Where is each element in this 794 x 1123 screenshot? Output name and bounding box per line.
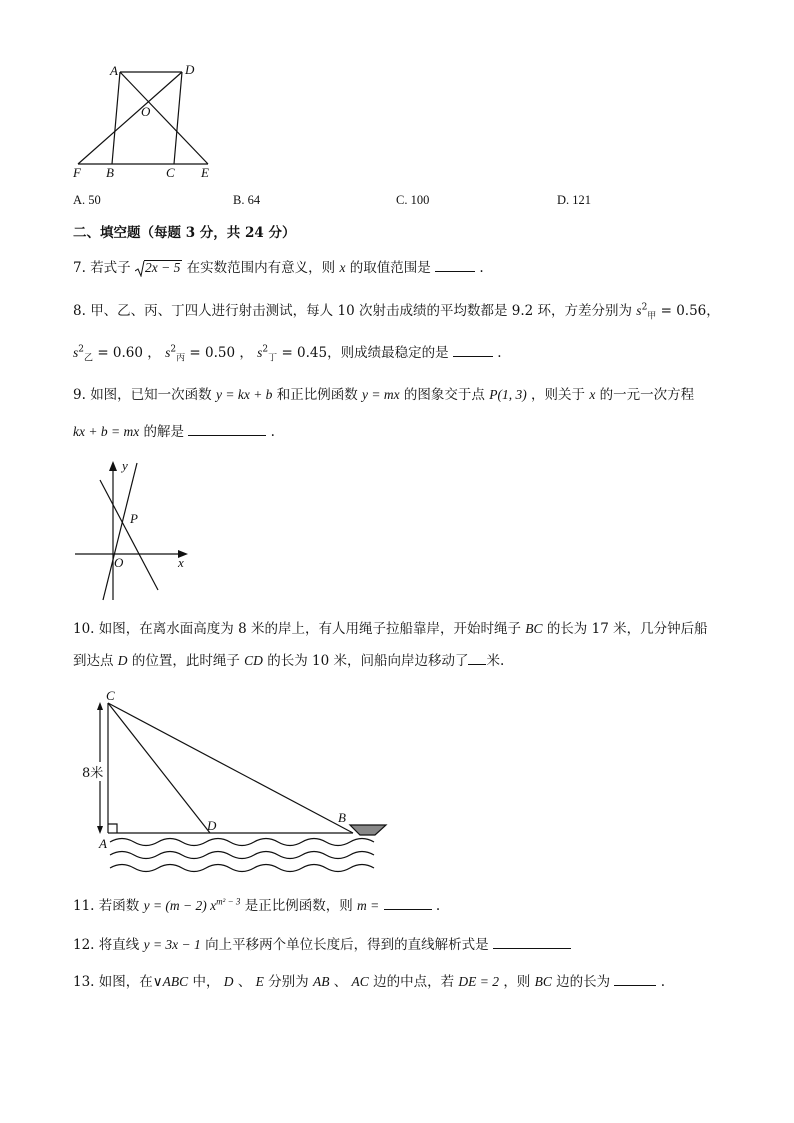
q9-f1: y = kx + b [215,387,273,402]
q7-number: 7. [73,260,86,276]
q10-text-1: 如图，在离水面高度为 8 米的岸上，有人用绳子拉船靠岸，开始时绳子 [98,621,521,637]
q8-text-1: 甲、乙、丙、丁四人进行射击测试，每人 10 次射击成绩的平均数都是 9.2 环，方差分别为 [90,303,632,319]
q11-exponent: m² − 3 [216,896,241,907]
segment-d-to-f [78,72,182,164]
question-7 [73,259,484,277]
q8-sq-bing: 2 [170,344,177,355]
q7-end: . [479,260,484,276]
y-axis-arrow [109,461,117,471]
q9-number: 9. [73,387,86,403]
q8-val-bing: = 0.50 ， [189,345,253,361]
q10-text-5: 的长为 10 米，问船向岸边移动了 [267,653,469,669]
line-y-mx [103,463,137,600]
q10-label-a: A [99,836,107,851]
q9-var: x [589,387,596,402]
q12-text-2: 向上平移两个单位长度后，得到的直线解析式是 [205,937,489,953]
q10-text-4: 的位置，此时绳子 [131,653,240,669]
q13-text-4: 边的中点，若 [373,974,455,990]
segment-af-to-e [120,72,208,164]
q10-d: D [117,653,128,668]
q9-text-4: ，则关于 [531,387,586,403]
q9-figure [70,455,195,605]
wave-2 [110,852,374,859]
q13-sep: 、 [237,974,252,990]
label-c: C [166,165,175,180]
question-10-line-1 [73,620,708,638]
q8-sq-ding: 2 [262,344,269,355]
q6-option-b: B. 64 [233,193,261,207]
q11-answer-blank[interactable] [384,897,432,910]
q13-bc: BC [534,974,552,989]
q9-point: P(1, 3) [489,387,527,402]
q13-answer-blank[interactable] [614,973,656,986]
q11-m: m = [357,898,380,913]
wave-3 [110,865,374,872]
q9-text-5: 的一元一次方程 [599,387,695,403]
height-arrow-top [97,702,103,710]
q9-end: . [270,424,275,440]
q8-s-bing: s [165,345,171,360]
q9-eq: kx + b = mx [73,424,140,439]
q10-label-d: D [207,818,217,833]
question-8-line-2 [73,344,502,362]
q13-e: E [255,974,264,989]
q13-de: DE = 2 [458,974,500,989]
q8-val-ding: = 0.45，则成绩最稳定的是 [281,345,449,361]
q12-function: y = 3x − 1 [143,937,201,952]
q9-label-p: P [130,511,138,526]
q13-d: D [223,974,234,989]
question-8-line-1 [73,302,720,320]
label-a: A [110,63,118,78]
section-title: 二、填空题（每题 3 分，共 24 分） [73,225,296,241]
q6-option-c: C. 100 [396,193,430,207]
q13-text-3: 分别为 [268,974,309,990]
label-o: O [141,104,151,119]
q7-text-1: 若式子 [90,260,131,276]
q11-number: 11. [73,898,95,914]
q13-text-6: 边的长为 [556,974,611,990]
q11-end: . [435,898,441,914]
q11-function: y = (m − 2) x [143,898,217,913]
label-f: F [73,165,81,180]
q6-option-a: A. 50 [73,193,101,207]
q11-text-2: 是正比例函数，则 [244,898,353,914]
q9-label-o: O [114,555,124,570]
q8-sq-jia: 2 [641,302,648,313]
q13-abc: ABC [162,974,189,989]
q9-label-y: y [122,458,128,473]
q12-text-1: 将直线 [98,937,140,953]
q13-ab: AB [312,974,330,989]
q10-number: 10. [73,621,95,637]
q10-text-3: 到达点 [73,653,114,669]
question-9-line-2 [73,423,275,441]
q7-text-3: 的取值范围是 [349,260,431,276]
q7-var: x [339,260,346,275]
q13-text-5: ，则 [503,974,531,990]
q8-answer-blank[interactable] [453,344,493,357]
q7-radicand: 2x − 5 [144,260,181,275]
q13-text-2: 中， [192,974,220,990]
q10-bc: BC [525,621,543,636]
q10-label-c: C [106,688,115,703]
q8-s-yi: s [73,345,79,360]
q9-f2: y = mx [362,387,400,402]
q10-cd: CD [244,653,263,668]
q7-text-2: 在实数范围内有意义，则 [186,260,336,276]
wave-1 [110,839,374,846]
q8-sub-yi: 乙 [84,353,94,364]
q10-height-label: 8米 [82,762,103,781]
q6-option-d: D. 121 [557,193,592,207]
q10-answer-blank[interactable] [468,652,486,665]
q9-text-1: 如图，已知一次函数 [90,387,212,403]
segment-dc [174,72,182,164]
height-arrow-bottom [97,826,103,834]
q8-val-jia: = 0.56， [660,303,720,319]
q13-text-1: 如图，在∨ [98,974,163,990]
q7-radical [135,260,187,276]
q12-number: 12. [73,937,95,953]
q8-s-jia: s [636,303,642,318]
q9-text-2: 和正比例函数 [276,387,358,403]
q10-label-b: B [338,810,346,825]
question-10-line-2 [73,652,504,670]
q13-number: 13. [73,974,95,990]
q7-answer-blank[interactable] [435,259,475,272]
q12-answer-blank[interactable] [493,936,571,949]
q13-ac: AC [351,974,369,989]
boat [350,825,386,835]
q9-label-x: x [178,555,184,570]
q8-end: . [497,345,502,361]
q11-text-1: 若函数 [98,898,140,914]
q8-s-ding: s [257,345,263,360]
q13-end: . [660,974,666,990]
question-13 [73,973,665,991]
label-e: E [201,165,209,180]
segment-ab [112,72,120,164]
question-9-line-1 [73,386,694,404]
rope-cb [108,703,353,833]
q8-number: 8. [73,303,86,319]
label-d: D [185,62,195,77]
label-b: B [106,165,114,180]
rope-cd [108,703,210,833]
q10-figure [70,690,400,875]
question-11 [73,897,440,915]
q10-text-2: 的长为 17 米，几分钟后船 [546,621,708,637]
q9-text-3: 的图象交于点 [403,387,485,403]
question-12 [73,936,571,954]
q8-val-yi: = 0.60 ， [97,345,161,361]
right-angle-mark [108,824,117,833]
q10-text-6: 米. [486,653,505,669]
q8-sub-bing: 丙 [176,353,186,364]
q8-sub-ding: 丁 [268,353,278,364]
q9-answer-blank[interactable] [188,423,266,436]
q9-text-6: 的解是 [143,424,184,440]
q8-sub-jia: 甲 [647,311,657,322]
q13-sep-2: 、 [333,974,348,990]
q8-sq-yi: 2 [78,344,84,355]
